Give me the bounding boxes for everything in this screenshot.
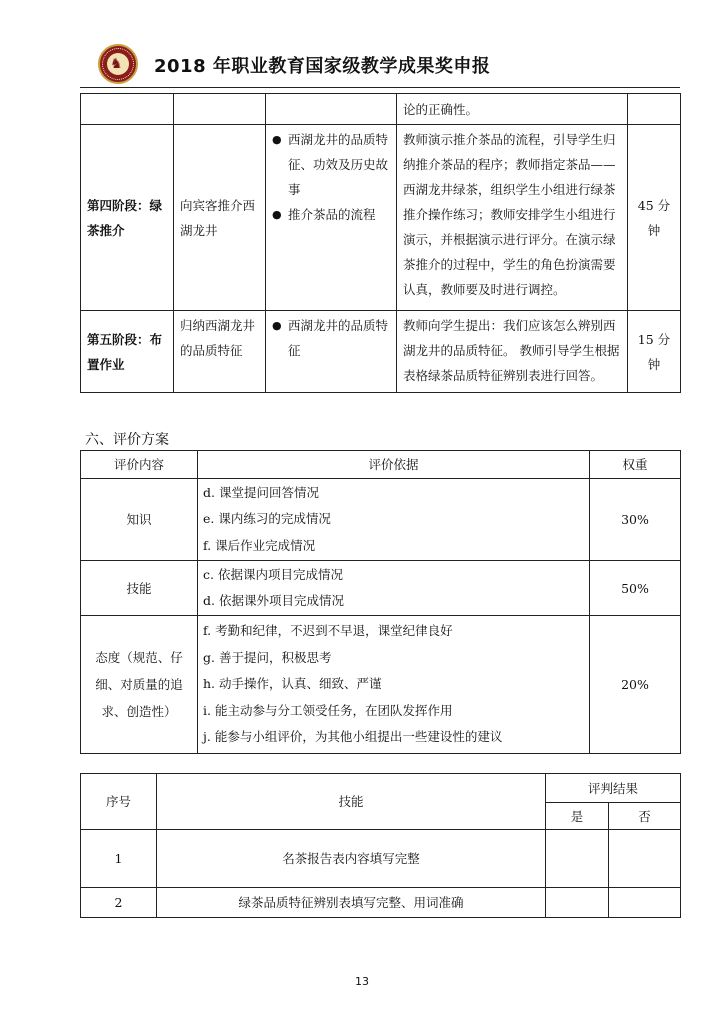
yes-cell[interactable] <box>546 830 609 888</box>
table-row <box>81 311 681 393</box>
row-number: 1 <box>81 830 157 888</box>
criteria-cell <box>198 616 590 754</box>
column-header: 序号 <box>81 774 157 830</box>
bullet-icon: ● <box>272 133 282 146</box>
section-title: 六、评价方案 <box>85 432 169 448</box>
skill-cell: 绿茶品质特征辨别表填写完整、用词准确 <box>157 888 546 918</box>
task-cell: 向宾客推介西湖龙井 <box>174 125 266 311</box>
time-cell: 15 分钟 <box>628 311 681 393</box>
bullet-item: ● 推介茶品的流程 <box>272 202 390 227</box>
activity-cell: 教师向学生提出：我们应该怎么辨别西湖龙井的品质特征。 教师引导学生根据表格绿茶品质特征辨别表进行回答。 <box>397 311 628 393</box>
criteria-item: g. 善于提问，积极思考 <box>203 649 332 665</box>
skill-cell: 名茶报告表内容填写完整 <box>157 830 546 888</box>
criteria-item: f. 考勤和纪律，不迟到不早退，课堂纪律良好 <box>203 623 453 639</box>
criteria-cell <box>198 479 590 561</box>
column-header: 评价内容 <box>81 451 198 479</box>
column-header: 否 <box>609 803 681 830</box>
table-row <box>81 561 681 616</box>
time-cell <box>628 94 681 125</box>
table-row <box>81 888 681 918</box>
points-cell <box>266 125 397 311</box>
time-cell: 45 分钟 <box>628 125 681 311</box>
evaluation-table <box>80 450 681 754</box>
column-header: 权重 <box>590 451 681 479</box>
table-header-row <box>81 451 681 479</box>
criteria-item: j. 能参与小组评价，为其他小组提出一些建设性的建议 <box>203 729 503 745</box>
activity-cell: 教师演示推介茶品的流程，引导学生归纳推介茶品的程序；教师指定茶品——西湖龙井绿茶，组织学生小组进行绿茶推介操作练习；教师安排学生小组进行演示，并根据演示进行评分。在演示绿茶推介的过程中，学生的角色扮演需要认真，教师要及时进行调控。 <box>397 125 628 311</box>
skill-check-table <box>80 773 681 918</box>
table-row <box>81 94 681 125</box>
column-header: 技能 <box>157 774 546 830</box>
activity-cell: 论的正确性。 <box>397 94 628 125</box>
criteria-item: i. 能主动参与分工领受任务，在团队发挥作用 <box>203 702 453 718</box>
page-header-title: 2018 年职业教育国家级教学成果奖申报 <box>154 56 491 77</box>
column-header: 是 <box>546 803 609 830</box>
points-cell <box>266 94 397 125</box>
header-divider <box>80 87 680 88</box>
bullet-item: ● 西湖龙井的品质特征 <box>272 313 390 363</box>
table-row <box>81 479 681 561</box>
table-row <box>81 616 681 754</box>
criteria-item: c. 依据课内项目完成情况 <box>203 566 343 582</box>
table-row <box>81 125 681 311</box>
criteria-cell <box>198 561 590 616</box>
criteria-item: d. 依据课外项目完成情况 <box>203 593 344 608</box>
stage-cell: 第五阶段：布置作业 <box>81 311 174 393</box>
teaching-stage-table <box>80 93 681 393</box>
weight-cell: 50% <box>590 561 681 616</box>
column-header: 评价依据 <box>198 451 590 479</box>
school-logo <box>98 44 138 84</box>
criteria-item: f. 课后作业完成情况 <box>203 537 316 553</box>
bullet-item: ● 西湖龙井的品质特征、功效及历史故事 <box>272 127 390 202</box>
points-cell <box>266 311 397 393</box>
column-header: 评判结果 <box>546 774 681 803</box>
task-cell <box>174 94 266 125</box>
task-cell: 归纳西湖龙井的品质特征 <box>174 311 266 393</box>
yes-cell[interactable] <box>546 888 609 918</box>
criteria-item: h. 动手操作，认真、细致、严谨 <box>203 676 382 692</box>
no-cell[interactable] <box>609 830 681 888</box>
stage-cell: 第四阶段：绿茶推介 <box>81 125 174 311</box>
bullet-icon: ● <box>272 319 282 332</box>
no-cell[interactable] <box>609 888 681 918</box>
content-cell: 技能 <box>81 561 198 616</box>
content-cell: 态度（规范、仔细、对质量的追求、创造性） <box>81 616 198 754</box>
table-row <box>81 830 681 888</box>
criteria-item: d. 课堂提问回答情况 <box>203 484 319 500</box>
table-header-row <box>81 774 681 803</box>
page-number: 13 <box>355 975 369 988</box>
bullet-icon: ● <box>272 208 282 221</box>
content-cell: 知识 <box>81 479 198 561</box>
criteria-item: e. 课内练习的完成情况 <box>203 511 331 527</box>
weight-cell: 30% <box>590 479 681 561</box>
weight-cell: 20% <box>590 616 681 754</box>
row-number: 2 <box>81 888 157 918</box>
horse-icon: ♞ <box>110 56 123 72</box>
stage-cell <box>81 94 174 125</box>
